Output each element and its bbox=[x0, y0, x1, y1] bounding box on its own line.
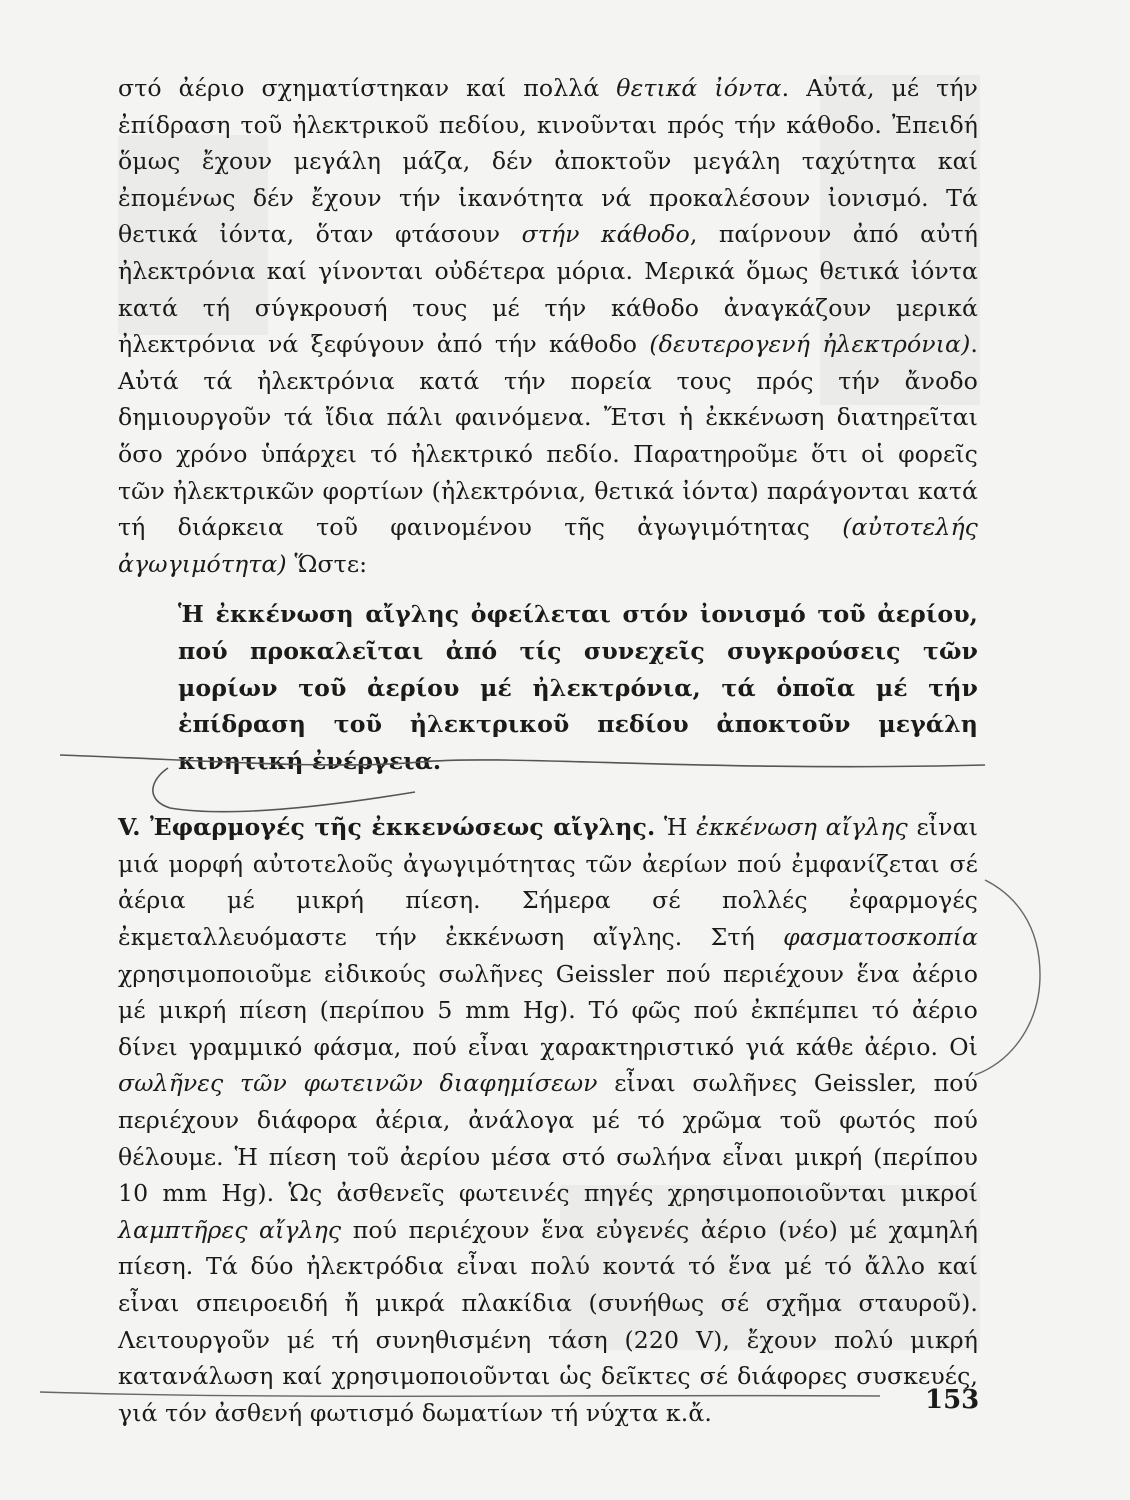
section-applications: V. Ἐφαρμογές τῆς ἐκκενώσεως αἴγλης. Ἡ ἐκκένωση αἴγλης εἶναι μιά μορφή αὐτοτελοῦς ἀγωγιμότητας τῶν ἀερίων πού ἐμφανίζεται σέ ἀέρια μέ μικρή πίεση. Σήμερα σέ πολλές ἐφαρμογές ἐκμεταλλευόμαστε τήν ἐκκένωση αἴγλης. Στή φασματοσκοπία χρησιμοποιοῦμε εἰδικούς σωλῆνες Geissler πού περιέχουν ἕνα ἀέριο μέ μικρή πίεση (περίπου 5 mm Hg). Τό φῶς πού ἐκπέμπει τό ἀέριο δίνει γραμμικό φάσμα, πού εἶναι χαρακτηριστικό γιά κάθε ἀέριο. Οἱ σωλῆνες τῶν φωτεινῶν διαφημίσεων εἶναι σωλῆνες Geissler, πού περιέχουν διάφορα ἀέρια, ἀνάλογα μέ τό χρῶμα τοῦ φωτός πού θέλουμε. Ἡ πίεση τοῦ ἀερίου μέσα στό σωλήνα εἶναι μικρή (περίπου 10 mm Hg). Ὡς ἀσθενεῖς φωτεινές πηγές χρησιμοποιοῦνται μικροί λαμπτῆρες αἴγλης πού περιέχουν ἕνα εὐγενές ἀέριο (νέο) μέ χαμηλή πίεση. Τά δύο ἠλεκτρόδια εἶναι πολύ κοντά τό ἕνα μέ τό ἄλλο καί εἶναι σπειροειδή ἤ μικρά πλακίδια (συνήθως σέ σχῆμα σταυροῦ). Λειτουργοῦν μέ τή συνηθισμένη τάση (220 V), ἔχουν πολύ μικρή κατανάλωση καί χρησιμοποιοῦνται ὡς δεῖκτες σέ διάφορες συσκευές, γιά τόν ἀσθενή φωτισμό δωματίων τή νύχτα κ.ἄ. bbox=[118, 813, 978, 1427]
paragraph-glow-discharge: στό ἀέριο σχηματίστηκαν καί πολλά θετικά ἰόντα. Αὐτά, μέ τήν ἐπίδραση τοῦ ἠλεκτρικοῦ πεδίου, κινοῦνται πρός τήν κάθοδο. Ἐπειδή ὅμως ἔχουν μεγάλη μάζα, δέν ἀποκτοῦν μεγάλη ταχύτητα καί ἐπομένως δέν ἔχουν τήν ἱκανότητα νά προκαλέσουν ἰονισμό. Τά θετικά ἰόντα, ὅταν φτάσουν στήν κάθοδο, παίρνουν ἀπό αὐτή ἠλεκτρόνια καί γίνονται οὐδέτερα μόρια. Μερικά ὅμως θετικά ἰόντα κατά τή σύγκρουσή τους μέ τήν κάθοδο ἀναγκάζουν μερικά ἠλεκτρόνια νά ξεφύγουν ἀπό τήν κάθοδο (δευτερογενή ἠλεκτρόνια). Αὐτά τά ἠλεκτρόνια κατά τήν πορεία τους πρός τήν ἄνοδο δημιουργοῦν τά ἴδια πάλι φαινόμενα. Ἔτσι ἡ ἐκκένωση διατηρεῖται ὅσο χρόνο ὑπάρχει τό ἠλεκτρικό πεδίο. Παρατηροῦμε ὅτι οἱ φορεῖς τῶν ἠλεκτρικῶν φορτίων (ἠλεκτρόνια, θετικά ἰόντα) παράγονται κατά τή διάρκεια τοῦ φαινομένου τῆς ἀγωγιμότητας (αὐτοτελής ἀγωγιμότητα) Ὥστε: bbox=[118, 74, 978, 578]
body-text bbox=[118, 70, 978, 1431]
page-number: 153 bbox=[925, 1385, 980, 1415]
bold-definition: Ἡ ἐκκένωση αἴγλης ὀφείλεται στόν ἰονισμό τοῦ ἀερίου, πού προκαλεῖται ἀπό τίς συνεχεῖς συγκρούσεις τῶν μορίων τοῦ ἀερίου μέ ἠλεκτρόνια, τά ὁποῖα μέ τήν ἐπίδραση τοῦ ἠλεκτρικοῦ πεδίου ἀποκτοῦν μεγάλη κινητική ἐνέργεια. bbox=[178, 600, 978, 775]
section-title: V. Ἐφαρμογές τῆς ἐκκενώσεως αἴγλης. bbox=[118, 813, 656, 842]
pencil-curve-right bbox=[975, 880, 1040, 1075]
